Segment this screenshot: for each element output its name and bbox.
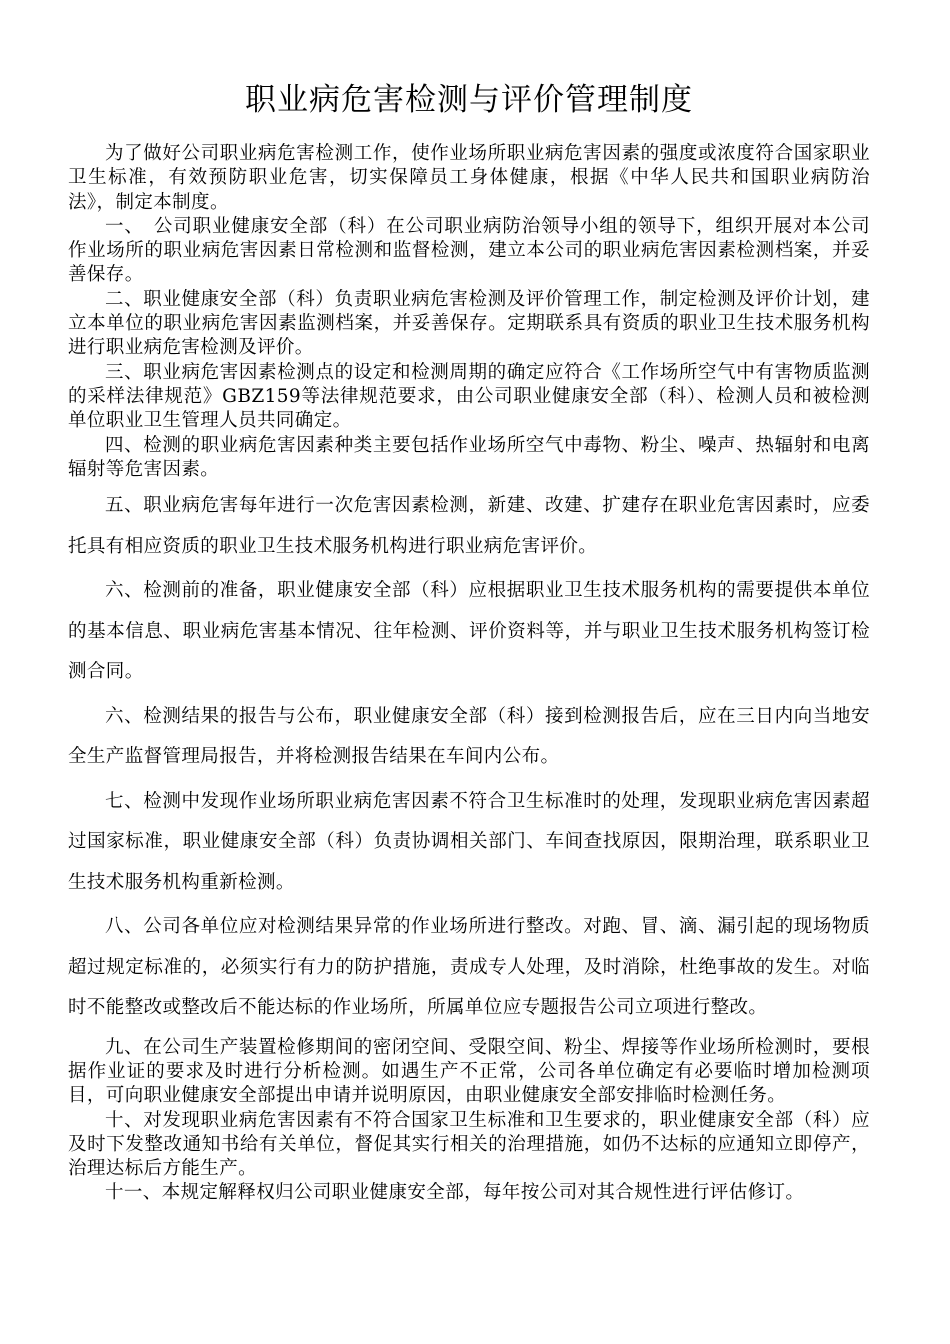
clause-1-paragraph: 一、 公司职业健康安全部（科）在公司职业病防治领导小组的领导下，组织开展对本公司作业场所的职业病危害因素日常检测和监督检测，建立本公司的职业病危害因素检测档案，并妥善保存。 — [68, 215, 870, 286]
clause-6b-paragraph: 六、检测结果的报告与公布，职业健康安全部（科）接到检测报告后，应在三日内向当地安全生产监督管理局报告，并将检测报告结果在车间内公布。 — [68, 705, 870, 768]
clause-4-paragraph: 四、检测的职业病危害因素种类主要包括作业场所空气中毒物、粉尘、噪声、热辐射和电离辐射等危害因素。 — [68, 434, 870, 480]
clause-7-paragraph: 七、检测中发现作业场所职业病危害因素不符合卫生标准时的处理，发现职业病危害因素超过国家标准，职业健康安全部（科）负责协调相关部门、车间查找原因，限期治理，联系职业卫生技术服务机构重新检测。 — [68, 790, 870, 893]
intro-paragraph: 为了做好公司职业病危害检测工作，使作业场所职业病危害因素的强度或浓度符合国家职业卫生标准，有效预防职业危害，切实保障员工身体健康，根据《中华人民共和国职业病防治法》，制定本制度。 — [68, 143, 870, 213]
clause-10-paragraph: 十、对发现职业病危害因素有不符合国家卫生标准和卫生要求的，职业健康安全部（科）应及时下发整改通知书给有关单位，督促其实行相关的治理措施，如仍不达标的应通知立即停产，治理达标后方能生产。 — [68, 1109, 870, 1180]
document-page — [68, 72, 870, 1206]
clause-8-paragraph: 八、公司各单位应对检测结果异常的作业场所进行整改。对跑、冒、滴、漏引起的现场物质超过规定标准的，必须实行有力的防护措施，责成专人处理，及时消除，杜绝事故的发生。对临时不能整改或整改后不能达标的作业场所，所属单位应专题报告公司立项进行整改。 — [68, 916, 870, 1019]
clause-6a-paragraph: 六、检测前的准备，职业健康安全部（科）应根据职业卫生技术服务机构的需要提供本单位的基本信息、职业病危害基本情况、往年检测、评价资料等，并与职业卫生技术服务机构签订检测合同。 — [68, 580, 870, 683]
clause-9-paragraph: 九、在公司生产装置检修期间的密闭空间、受限空间、粉尘、焊接等作业场所检测时，要根据作业证的要求及时进行分析检测。如遇生产不正常，公司各单位确定有必要临时增加检测项目，可向职业健康安全部提出申请并说明原因，由职业健康安全部安排临时检测任务。 — [68, 1036, 870, 1107]
page-title: 职业病危害检测与评价管理制度 — [245, 82, 693, 118]
clause-11-paragraph: 十一、本规定解释权归公司职业健康安全部，每年按公司对其合规性进行评估修订。 — [105, 1182, 805, 1204]
clause-5-paragraph: 五、职业病危害每年进行一次危害因素检测，新建、改建、扩建存在职业危害因素时，应委托具有相应资质的职业卫生技术服务机构进行职业病危害评价。 — [68, 495, 870, 557]
clause-2-paragraph: 二、职业健康安全部（科）负责职业病危害检测及评价管理工作，制定检测及评价计划，建立本单位的职业病危害因素监测档案，并妥善保存。定期联系具有资质的职业卫生技术服务机构进行职业病危害检测及评价。 — [68, 288, 870, 359]
clause-3-paragraph: 三、职业病危害因素检测点的设定和检测周期的确定应符合《工作场所空气中有害物质监测的采样法律规范》GBZ159等法律规范要求，由公司职业健康安全部（科）、检测人员和被检测单位职业卫生管理人员共同确定。 — [68, 361, 870, 432]
